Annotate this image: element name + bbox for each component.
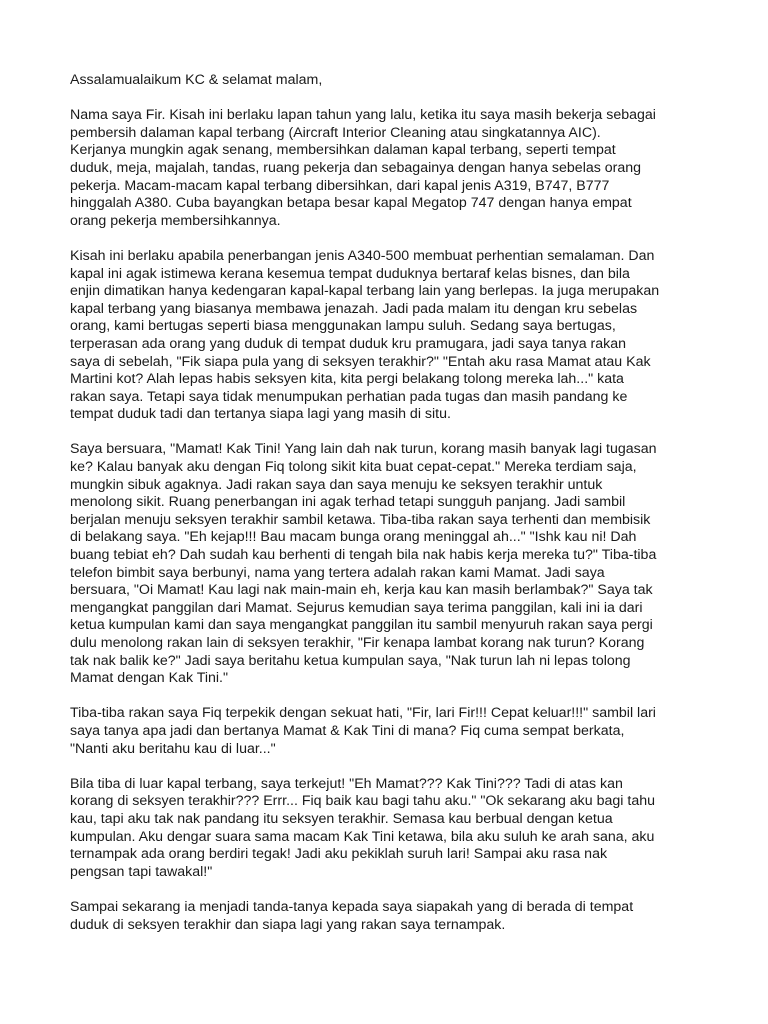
text-line: saya tanya apa jadi dan bertanya Mamat & Kak Tini di mana? Fiq cuma sempat berkata, (70, 722, 625, 739)
text-line: orang, kami bertugas seperti biasa menggunakan lampu suluh. Sedang saya bertugas, (70, 318, 616, 335)
text-line: Bila tiba di luar kapal terbang, saya terkejut! "Eh Mamat??? Kak Tini??? Tadi di atas kan (70, 775, 623, 792)
text-line: telefon bimbit saya berbunyi, nama yang tertera adalah rakan kami Mamat. Jadi saya (70, 564, 605, 581)
text-line: pengsan tapi tawakal!" (70, 863, 213, 880)
paragraph-conclusion (70, 899, 750, 934)
text-line: kapal ini agak istimewa kerana kesemua tempat duduknya bertaraf kelas bisnes, dan bila (70, 265, 630, 282)
paragraph-outside (70, 776, 750, 882)
document-body (70, 72, 750, 952)
text-line: Assalamualaikum KC & selamat malam, (70, 72, 323, 88)
text-line: kumpulan. Aku dengar suara sama macam Kak Tini ketawa, bila aku suluh ke arah sana, aku (70, 828, 655, 845)
text-line: di belakang saya. "Eh kejap!!! Bau macam bunga orang meninggal ah..." "Ishk kau ni! Dah (70, 529, 637, 546)
text-line: ketua kumpulan kami dan saya mengangkat panggilan itu sambil menyuruh rakan saya pergi (70, 617, 653, 634)
paragraph-last-section (70, 441, 750, 687)
text-line: Tiba-tiba rakan saya Fiq terpekik dengan sekuat hati, "Fir, lari Fir!!! Cepat keluar!!!" sambil lari (70, 705, 656, 722)
text-line: enjin dimatikan hanya kedengaran kapal-kapal terbang lain yang berlepas. Ia juga merupakan (70, 283, 660, 300)
paragraph-introduction (70, 107, 750, 230)
text-line: dulu menolong rakan lain di seksyen terakhir, "Fir kenapa lambat korang nak turun? Korang (70, 635, 645, 651)
text-line: Sampai sekarang ia menjadi tanda-tanya kepada saya siapakah yang di berada di tempat (70, 898, 634, 915)
text-line: pekerja. Macam-macam kapal terbang dibersihkan, dari kapal jenis A319, B747, B777 (70, 177, 610, 194)
text-line: ke? Kalau banyak aku dengan Fiq tolong sikit kita buat cepat-cepat." Mereka terdiam saja, (70, 459, 637, 476)
text-line: Kisah ini berlaku apabila penerbangan jenis A340-500 membuat perhentian semalaman. Dan (70, 247, 655, 264)
text-line: Kerjanya mungkin agak senang, membersihkan dalaman kapal terbang, seperti tempat (70, 142, 616, 159)
text-line: bersuara, "Oi Mamat! Kau lagi nak main-main eh, kerja kau kan masih berlambak?" Saya tak (70, 582, 653, 599)
text-line: orang pekerja membersihkannya. (70, 212, 281, 229)
text-line: buang tebiat eh? Dah sudah kau berhenti di tengah bila nak habis kerja mereka tu?" Tiba-tiba (70, 547, 657, 564)
text-line: terperasan ada orang yang duduk di tempat duduk kru pramugara, jadi saya tanya rakan (70, 335, 627, 352)
text-line: Nama saya Fir. Kisah ini berlaku lapan tahun yang lalu, ketika itu saya masih bekerja sebagai (70, 107, 656, 124)
text-line: Martini kot? Alah lepas habis seksyen kita, kita pergi belakang tolong mereka lah..." kata (70, 371, 624, 388)
text-line: duduk, meja, majalah, tandas, ruang pekerja dan sebagainya dengan hanya sebelas orang (70, 159, 642, 176)
text-line: saya di sebelah, "Fik siapa pula yang di seksyen terakhir?" "Entah aku rasa Mamat atau Kak (70, 353, 651, 370)
text-line: berjalan menuju seksyen terakhir sambil ketawa. Tiba-tiba rakan saya terhenti dan membisik (70, 511, 651, 528)
text-line: menolong sikit. Ruang penerbangan ini agak terhad tetapi sungguh panjang. Jadi sambil (70, 494, 626, 511)
text-line: mengangkat panggilan dari Mamat. Sejurus kemudian saya terima panggilan, kali ini ia dari (70, 599, 643, 616)
text-line: duduk di seksyen terakhir dan siapa lagi yang rakan saya ternampak. (70, 916, 506, 933)
text-line: ternampak ada orang berdiri tegak! Jadi aku pekiklah suruh lari! Sampai aku rasa nak (70, 846, 608, 863)
text-line: tak nak balik ke?" Jadi saya beritahu ketua kumpulan saya, "Nak turun lah ni lepas tolong (70, 652, 631, 669)
text-line: kapal terbang yang biasanya membawa jenazah. Jadi pada malam itu dengan kru sebelas (70, 300, 638, 317)
paragraph-story-setting (70, 248, 750, 424)
text-line: hinggalah A380. Cuba bayangkan betapa besar kapal Megatop 747 dengan hanya empat (70, 195, 632, 212)
text-line: tempat duduk tadi dan tertanya siapa lagi yang masih di situ. (70, 406, 451, 423)
paragraph-greeting (70, 72, 750, 90)
text-line: rakan saya. Tetapi saya tidak menumpukan perhatian pada tugas dan masih pandang ke (70, 388, 628, 405)
text-line: kau, tapi aku tak nak pandang itu seksyen terakhir. Semasa kau berbual dengan ketua (70, 810, 613, 827)
text-line: Mamat dengan Kak Tini." (70, 670, 229, 687)
text-line: mungkin sibuk agaknya. Jadi rakan saya dan saya menuju ke seksyen terakhir untuk (70, 476, 603, 493)
text-line: Saya bersuara, "Mamat! Kak Tini! Yang lain dah nak turun, korang masih banyak lagi tugasan (70, 441, 657, 458)
text-line: korang di seksyen terakhir??? Errr... Fiq baik kau bagi tahu aku." "Ok sekarang aku bagi tahu (70, 793, 655, 810)
text-line: "Nanti aku beritahu kau di luar..." (70, 740, 276, 757)
text-line: pembersih dalaman kapal terbang (Aircraft Interior Cleaning atau singkatannya AIC). (70, 124, 601, 141)
paragraph-escape (70, 705, 750, 758)
